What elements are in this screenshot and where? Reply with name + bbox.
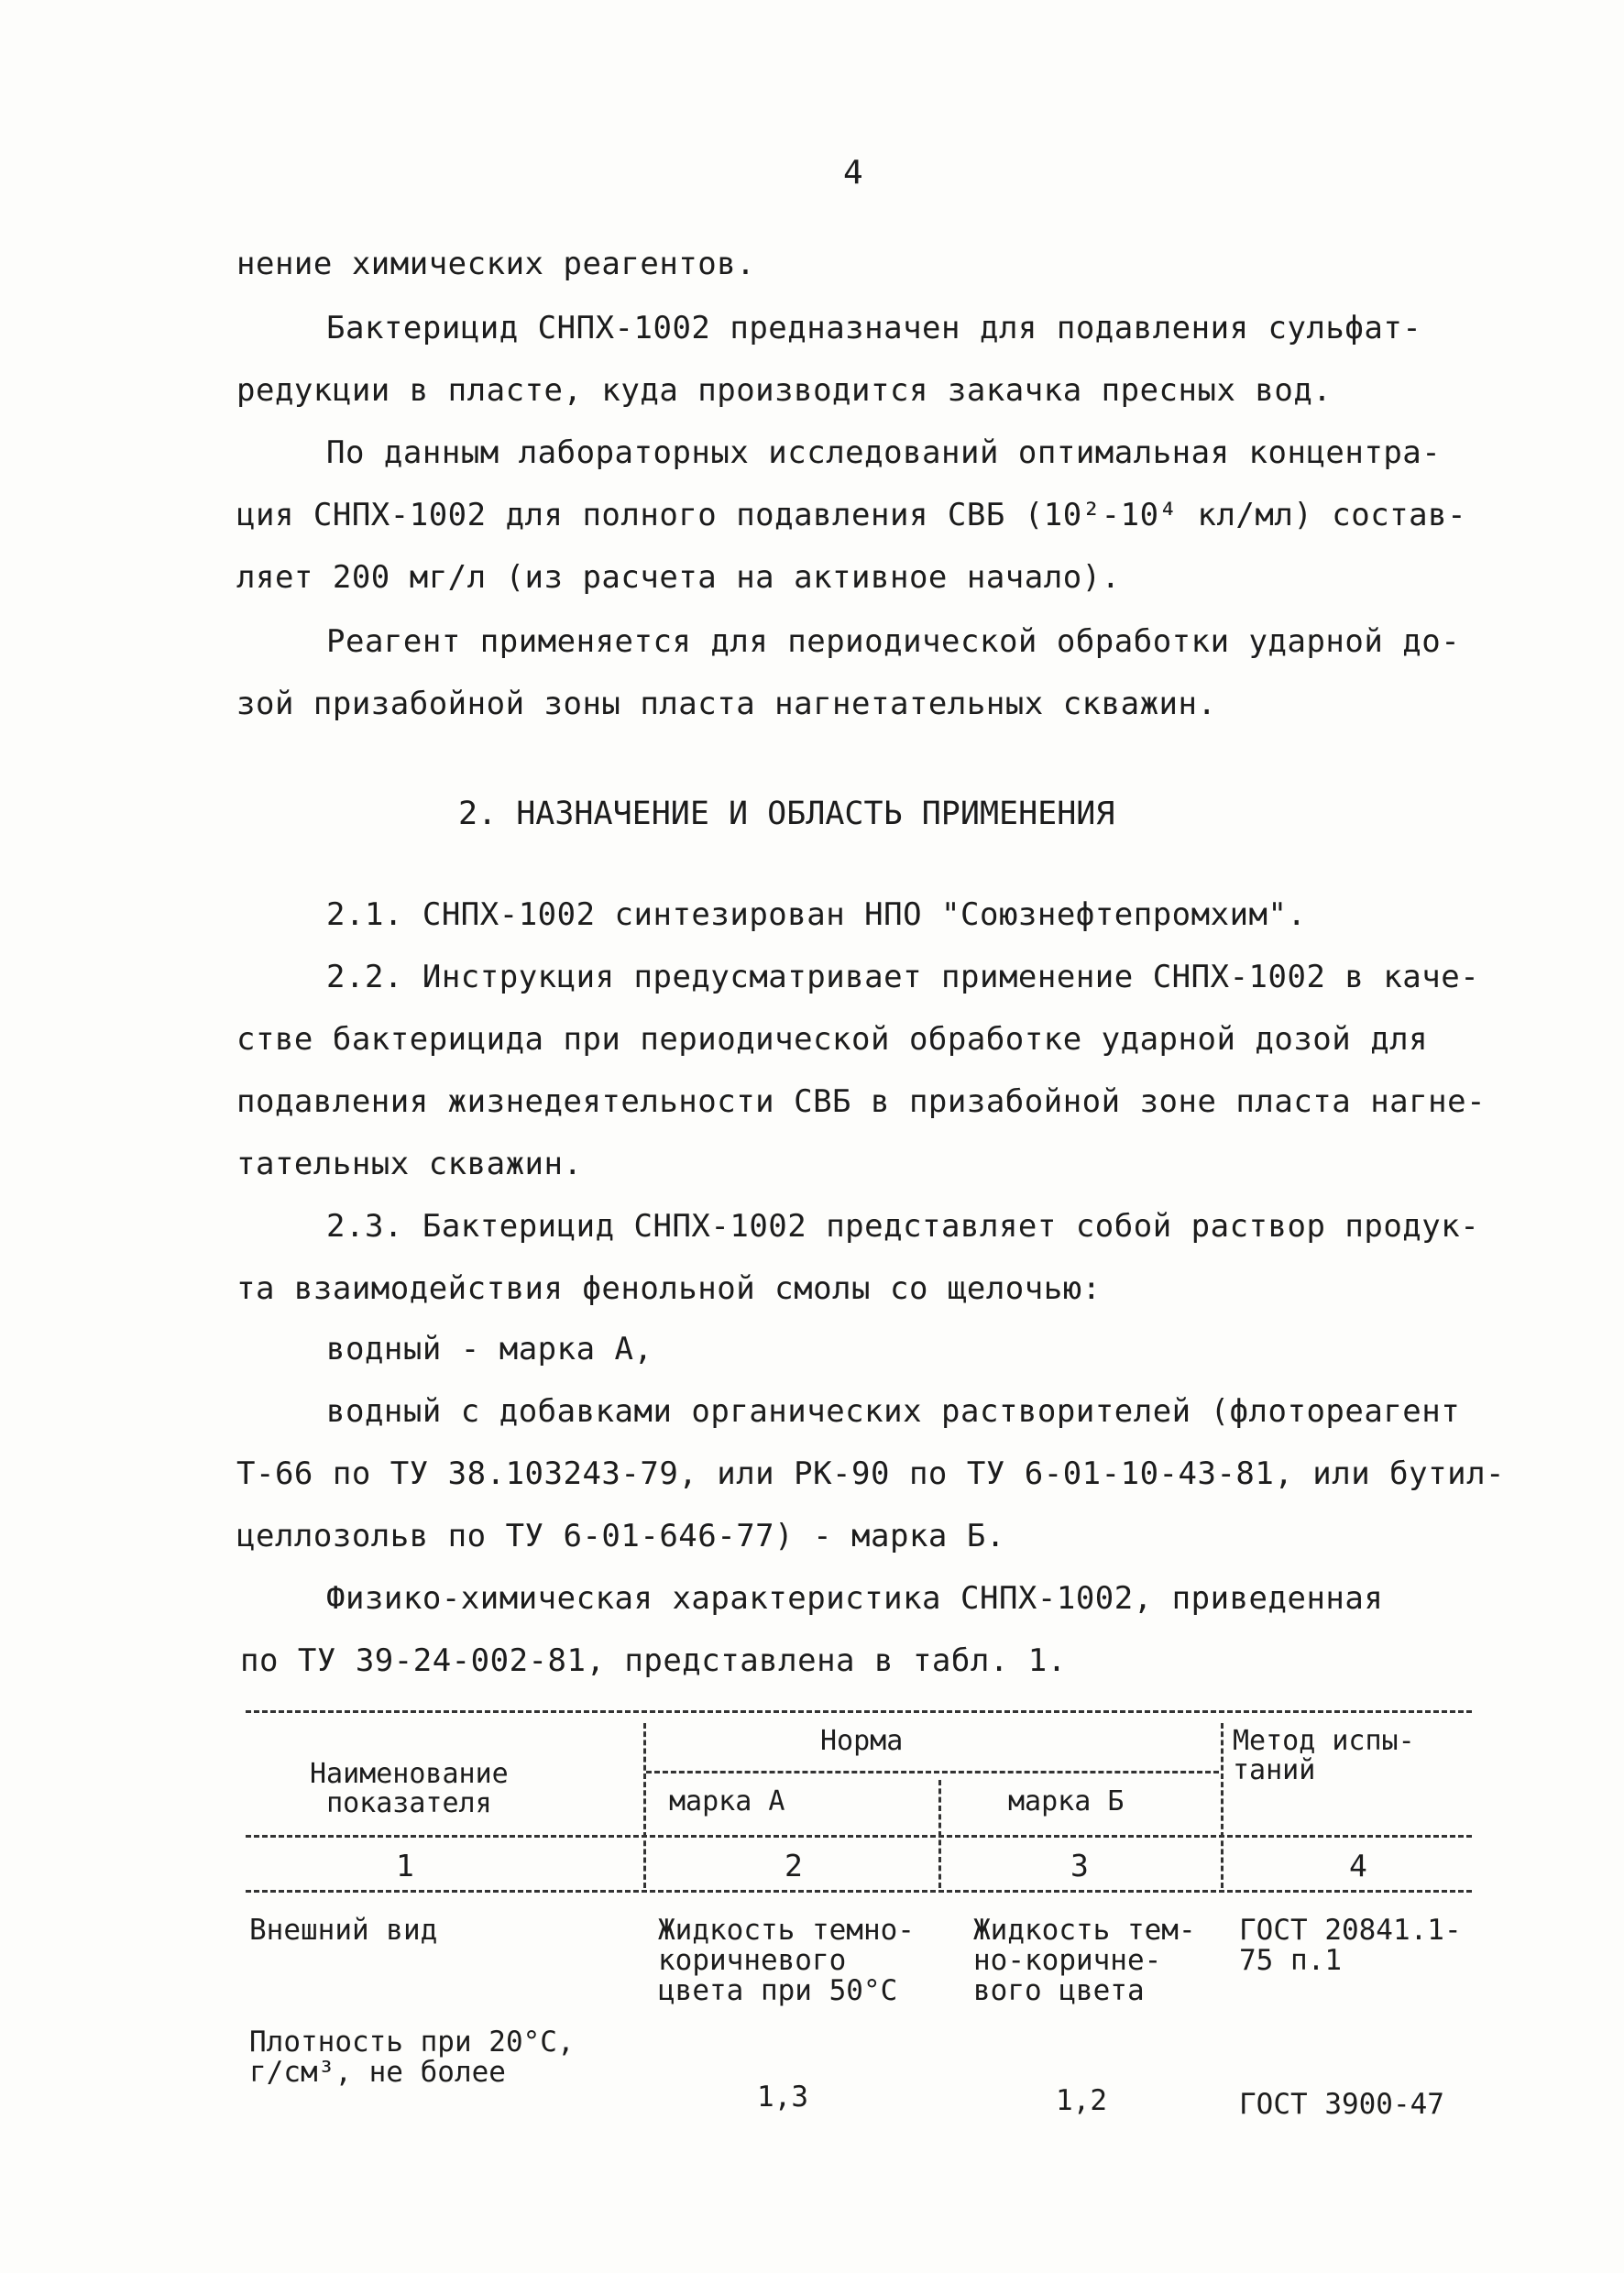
paragraph-line: нение химических реагентов. xyxy=(236,246,756,282)
paragraph-line: Реагент применяется для периодической обработки ударной до- xyxy=(326,623,1461,660)
section-line: та взаимодействия фенольной смолы со щелочью: xyxy=(236,1270,1102,1307)
column-number: 3 xyxy=(1070,1848,1089,1883)
header-rule xyxy=(246,1835,1472,1838)
column-number: 4 xyxy=(1349,1848,1367,1883)
header-grade-a: марка А xyxy=(669,1785,785,1817)
header-test-method: Метод испы- таний xyxy=(1233,1725,1415,1786)
section-line: водный - марка А, xyxy=(326,1331,653,1367)
section-line: по ТУ 39-24-002-81, представлена в табл. 1. xyxy=(240,1642,1067,1679)
paragraph-line: Бактерицид СНПХ-1002 предназначен для подавления сульфат- xyxy=(326,310,1422,346)
page-number: 4 xyxy=(843,154,863,192)
section-line: стве бактерицида при периодической обработке ударной дозой для xyxy=(236,1021,1429,1058)
table-cell-grade-b: 1,2 xyxy=(1056,2084,1107,2117)
header-grade-b: марка Б xyxy=(1008,1785,1125,1817)
table-cell-method: ГОСТ 3900-47 xyxy=(1239,2088,1444,2121)
table-top-rule xyxy=(246,1710,1472,1713)
header-norma: Норма xyxy=(820,1725,904,1757)
section-line: 2.1. СНПХ-1002 синтезирован НПО "Союзнефтепромхим". xyxy=(326,896,1307,933)
table-cell-grade-b: Жидкость тем- но-коричне- вого цвета xyxy=(973,1914,1196,2007)
section-line: целлозольв по ТУ 6-01-646-77) - марка Б. xyxy=(236,1518,1005,1554)
norma-rule xyxy=(646,1771,1219,1773)
table-cell-name: Плотность при 20°С, г/см³, не более xyxy=(249,2026,575,2089)
table-cell-name: Внешний вид xyxy=(249,1914,438,1947)
table-divider xyxy=(643,1723,646,1888)
number-row-rule xyxy=(246,1890,1472,1893)
header-indicator-name: Наименование показателя xyxy=(310,1758,509,1819)
section-line: тательных скважин. xyxy=(236,1146,583,1182)
section-line: Физико-химическая характеристика СНПХ-1002, приведенная xyxy=(326,1580,1384,1617)
section-line: Т-66 по ТУ 38.103243-79, или РК-90 по ТУ 6-01-10-43-81, или бутил- xyxy=(236,1455,1506,1492)
table-cell-method: ГОСТ 20841.1- 75 п.1 xyxy=(1239,1914,1462,1977)
table-divider xyxy=(1221,1723,1223,1888)
table-divider xyxy=(938,1780,941,1888)
column-number: 2 xyxy=(785,1848,803,1883)
section-line: подавления жизнедеятельности СВБ в призабойной зоне пласта нагне- xyxy=(236,1083,1487,1120)
section-heading: 2. НАЗНАЧЕНИЕ И ОБЛАСТЬ ПРИМЕНЕНИЯ xyxy=(458,796,1115,832)
column-number: 1 xyxy=(396,1848,414,1883)
table-cell-grade-a: 1,3 xyxy=(757,2081,808,2114)
paragraph-line: ция СНПХ-1002 для полного подавления СВБ (10²-10⁴ кл/мл) состав- xyxy=(236,497,1467,533)
paragraph-line: ляет 200 мг/л (из расчета на активное начало). xyxy=(236,559,1121,596)
section-line: 2.2. Инструкция предусматривает применение СНПХ-1002 в каче- xyxy=(326,959,1480,995)
section-line: водный с добавками органических растворителей (флотореагент xyxy=(326,1393,1461,1430)
paragraph-line: редукции в пласте, куда производится закачка пресных вод. xyxy=(236,372,1333,409)
paragraph-line: По данным лабораторных исследований оптимальная концентра- xyxy=(326,434,1442,471)
section-line: 2.3. Бактерицид СНПХ-1002 представляет собой раствор продук- xyxy=(326,1208,1480,1245)
paragraph-line: зой призабойной зоны пласта нагнетательных скважин. xyxy=(236,686,1217,722)
table-cell-grade-a: Жидкость темно- коричневого цвета при 50°С xyxy=(658,1914,915,2007)
